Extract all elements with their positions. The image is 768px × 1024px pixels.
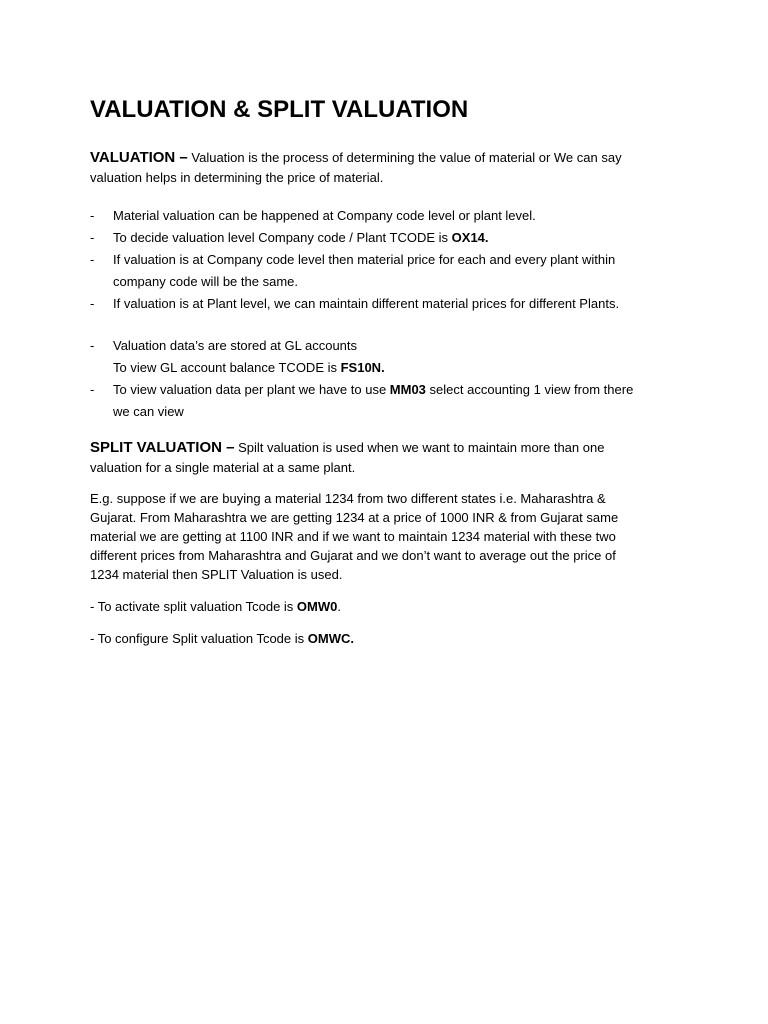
tcode: OMWC. — [307, 631, 354, 646]
split-valuation-text-line2: valuation for a single material at a same plant. — [90, 460, 356, 475]
activate-split-valuation-line — [90, 597, 341, 617]
split-valuation-heading: SPLIT VALUATION – — [90, 439, 235, 456]
valuation-text-line1: Valuation is the process of determining the value of material or We can say — [187, 150, 622, 165]
valuation-bullet-list-1 — [90, 205, 690, 315]
bullet-dash: - — [90, 382, 95, 397]
example-line: Gujarat. From Maharashtra we are getting 1234 at a price of 1000 INR & from Gujarat same — [90, 510, 619, 525]
bullet-text: To decide valuation level Company code / Plant TCODE is — [113, 230, 452, 245]
tcode: FS10N. — [340, 360, 385, 375]
bullet-text: If valuation is at Plant level, we can maintain different material prices for different Plants. — [113, 296, 620, 311]
bullet-continuation-text: To view GL account balance TCODE is — [113, 360, 341, 375]
tcode: MM03 — [389, 382, 426, 397]
bullet-text: If valuation is at Company code level then material price for each and every plant within — [113, 252, 616, 267]
bullet-dash: - — [90, 296, 95, 311]
list-item — [90, 227, 690, 249]
bullet-continuation: company code will be the same. — [113, 274, 298, 289]
bullet-dash: - — [90, 230, 95, 245]
list-item — [90, 249, 690, 293]
configure-text: - To configure Split valuation Tcode is — [90, 631, 308, 646]
bullet-dash: - — [90, 252, 95, 267]
split-valuation-text-line1: Spilt valuation is used when we want to maintain more than one — [234, 440, 605, 455]
list-item — [90, 335, 690, 379]
split-valuation-paragraph — [90, 438, 604, 478]
activate-text: - To activate split valuation Tcode is — [90, 599, 297, 614]
list-item — [90, 205, 690, 227]
example-line: E.g. suppose if we are buying a material 1234 from two different states i.e. Maharashtra & — [90, 491, 606, 506]
tcode: OX14. — [451, 230, 489, 245]
bullet-text: Valuation data’s are stored at GL accounts — [113, 338, 358, 353]
activate-suffix: . — [337, 599, 341, 614]
configure-split-valuation-line — [90, 629, 354, 649]
bullet-continuation — [113, 357, 690, 379]
list-item — [90, 293, 690, 315]
bullet-text: To view valuation data per plant we have to use — [113, 382, 390, 397]
valuation-text-line2: valuation helps in determining the price of material. — [90, 170, 384, 185]
bullet-text-suffix: select accounting 1 view from there — [425, 382, 634, 397]
valuation-heading: VALUATION – — [90, 149, 188, 166]
bullet-text: Material valuation can be happened at Company code level or plant level. — [113, 208, 536, 223]
valuation-bullet-list-2 — [90, 335, 690, 423]
example-paragraph — [90, 489, 618, 584]
valuation-paragraph — [90, 148, 622, 188]
bullet-dash: - — [90, 338, 95, 353]
tcode: OMW0 — [296, 599, 338, 614]
bullet-continuation: we can view — [113, 404, 184, 419]
example-line: material we are getting at 1100 INR and if we want to maintain 1234 material with these two — [90, 529, 616, 544]
example-line: different prices from Maharashtra and Gujarat and we don’t want to average out the price of — [90, 548, 616, 563]
example-line: 1234 material then SPLIT Valuation is used. — [90, 567, 343, 582]
list-item — [90, 379, 690, 423]
bullet-dash: - — [90, 208, 95, 223]
document-title: VALUATION & SPLIT VALUATION — [90, 96, 469, 123]
